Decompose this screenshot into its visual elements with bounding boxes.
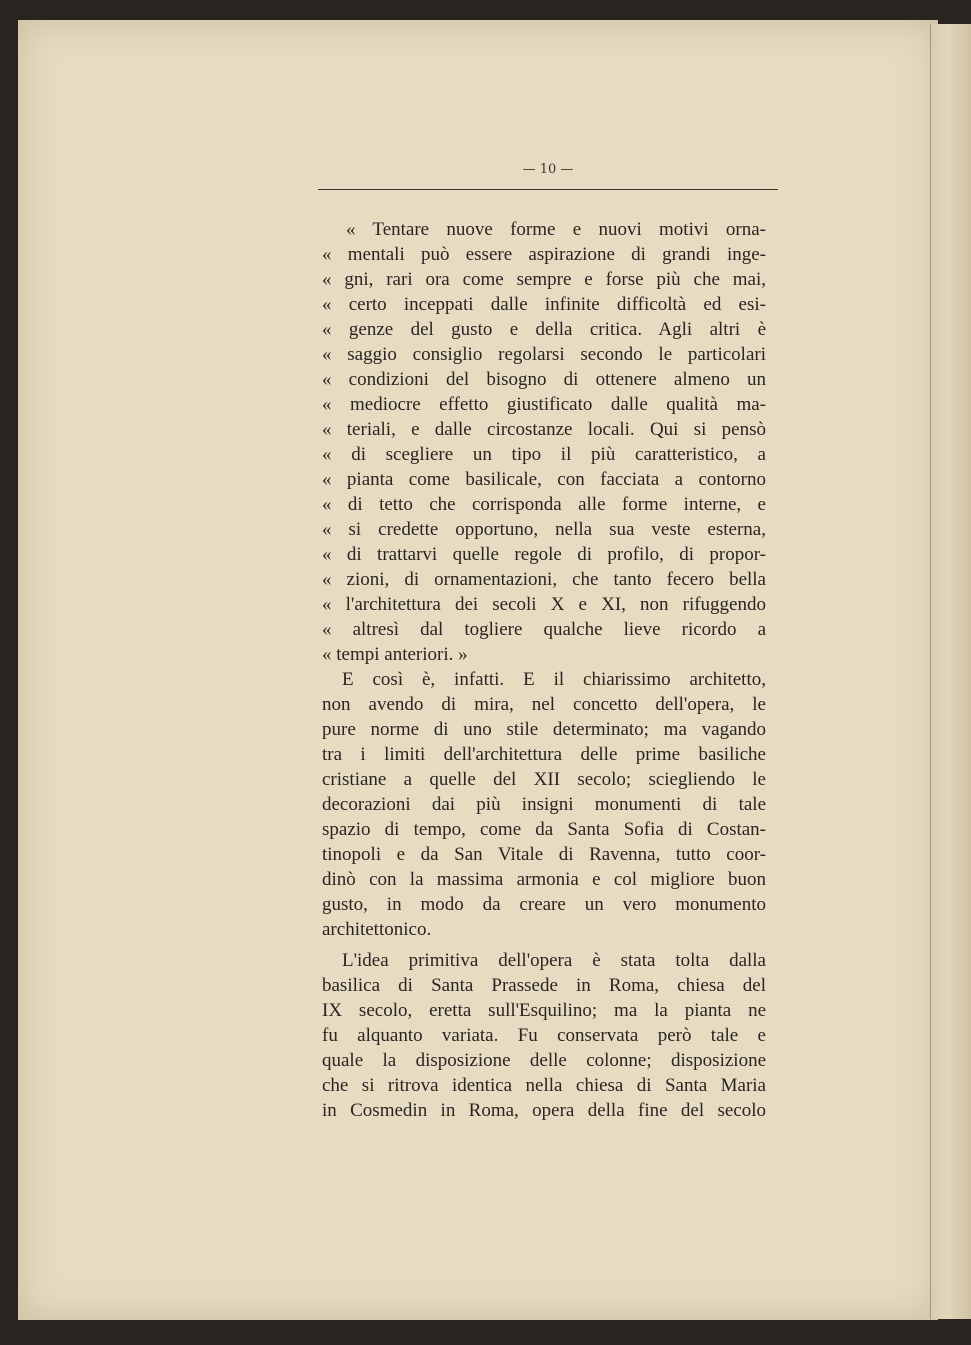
text-line: in Cosmedin in Roma, opera della fine del secolo <box>322 1100 766 1121</box>
text-line: « si credette opportuno, nella sua veste esterna, <box>322 519 766 540</box>
page-number: — 10 — <box>522 162 574 177</box>
header-rule <box>318 189 778 190</box>
text-line: spazio di tempo, come da Santa Sofia di Costan- <box>322 819 766 840</box>
text-line: « tempi anteriori. » <box>322 644 468 665</box>
text-line: IX secolo, eretta sull'Esquilino; ma la pianta ne <box>322 1000 766 1021</box>
paragraph-body-2 <box>322 948 766 1123</box>
text-line: architettonico. <box>322 919 432 940</box>
text-line: fu alquanto variata. Fu conservata però tale e <box>322 1025 766 1046</box>
text-line: « condizioni del bisogno di ottenere almeno un <box>322 369 766 390</box>
next-page-edge <box>930 24 971 1319</box>
text-line: « di trattarvi quelle regole di profilo, di propor- <box>322 544 766 565</box>
text-line: « l'architettura dei secoli X e XI, non rifuggendo <box>322 594 766 615</box>
text-line: « saggio consiglio regolarsi secondo le particolari <box>322 344 766 365</box>
text-line: « teriali, e dalle circostanze locali. Qui si pensò <box>322 419 766 440</box>
text-line: non avendo di mira, nel concetto dell'opera, le <box>322 694 766 715</box>
text-line: « mediocre effetto giustificato dalle qualità ma- <box>322 394 766 415</box>
body-text <box>322 217 766 1123</box>
text-line: tinopoli e da San Vitale di Ravenna, tutto coor- <box>322 844 766 865</box>
text-line: « gni, rari ora come sempre e forse più che mai, <box>322 269 766 290</box>
text-line: dinò con la massima armonia e col migliore buon <box>322 869 766 890</box>
text-line: che si ritrova identica nella chiesa di Santa Maria <box>322 1075 766 1096</box>
text-line: basilica di Santa Prassede in Roma, chiesa del <box>322 975 766 996</box>
text-line: pure norme di uno stile determinato; ma vagando <box>322 719 766 740</box>
text-line: decorazioni dai più insigni monumenti di tale <box>322 794 766 815</box>
text-line: « genze del gusto e della critica. Agli altri è <box>322 319 766 340</box>
text-line: tra i limiti dell'architettura delle prime basiliche <box>322 744 766 765</box>
text-line: « certo inceppati dalle infinite difficoltà ed esi- <box>322 294 766 315</box>
text-line: « mentali può essere aspirazione di grandi inge- <box>322 244 766 265</box>
text-line: « zioni, di ornamentazioni, che tanto fecero bella <box>322 569 766 590</box>
text-line: « di tetto che corrisponda alle forme interne, e <box>322 494 766 515</box>
text-line: gusto, in modo da creare un vero monumento <box>322 894 766 915</box>
paragraph-quote <box>322 217 766 667</box>
text-line: « altresì dal togliere qualche lieve ricordo a <box>322 619 766 640</box>
text-line: « Tentare nuove forme e nuovi motivi orna- <box>346 219 766 240</box>
text-line: « di scegliere un tipo il più caratteristico, a <box>322 444 766 465</box>
text-line: L'idea primitiva dell'opera è stata tolta dalla <box>342 950 766 971</box>
text-line: cristiane a quelle del XII secolo; sciegliendo le <box>322 769 766 790</box>
text-line: « pianta come basilicale, con facciata a contorno <box>322 469 766 490</box>
paragraph-body-1 <box>322 667 766 942</box>
text-line: E così è, infatti. E il chiarissimo architetto, <box>342 669 766 690</box>
text-line: quale la disposizione delle colonne; disposizione <box>322 1050 766 1071</box>
